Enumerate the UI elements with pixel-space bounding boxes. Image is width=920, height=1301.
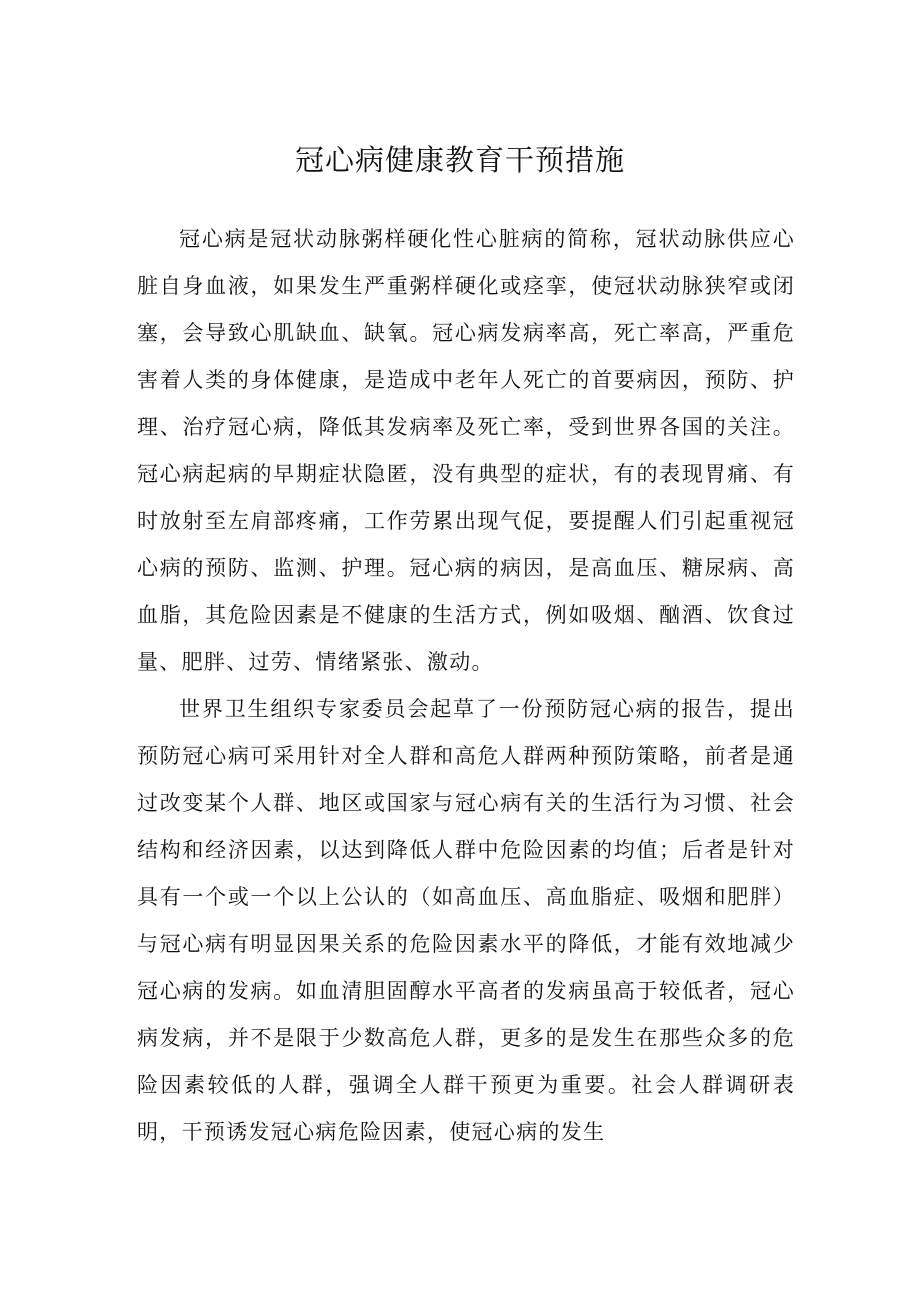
paragraph-2: 世界卫生组织专家委员会起草了一份预防冠心病的报告，提出预防冠心病可采用针对全人群和高危人群两种预防策略，前者是通过改变某个人群、地区或国家与冠心病有关的生活行为习惯、社会结构和经济因素，以达到降低人群中危险因素的均值；后者是针对具有一个或一个以上公认的（如高血压、高血脂症、吸烟和肥胖）与冠心病有明显因果关系的危险因素水平的降低，才能有效地减少冠心病的发病。如血清胆固醇水平高者的发病虽高于较低者，冠心病发病，并不是限于少数高危人群，更多的是发生在那些众多的危险因素较低的人群，强调全人群干预更为重要。社会人群调研表明，干预诱发冠心病危险因素，使冠心病的发生: [137, 697, 795, 1144]
paragraph-1: 冠心病是冠状动脉粥样硬化性心脏病的简称，冠状动脉供应心脏自身血液，如果发生严重粥样硬化或痉挛，使冠状动脉狭窄或闭塞，会导致心肌缺血、缺氧。冠心病发病率高，死亡率高，严重危害着人类的身体健康，是造成中老年人死亡的首要病因，预防、护理、治疗冠心病，降低其发病率及死亡率，受到世界各国的关注。冠心病起病的早期症状隐匿，没有典型的症状，有的表现胃痛、有时放射至左肩部疼痛，工作劳累出现气促，要提醒人们引起重视冠心病的预防、监测、护理。冠心病的病因，是高血压、糖尿病、高血脂，其危险因素是不健康的生活方式，例如吸烟、酗酒、饮食过量、肥胖、过劳、情绪紧张、激动。: [137, 227, 795, 674]
document-title: 冠心病健康教育干预措施: [294, 143, 625, 177]
document-body: [137, 216, 795, 1156]
